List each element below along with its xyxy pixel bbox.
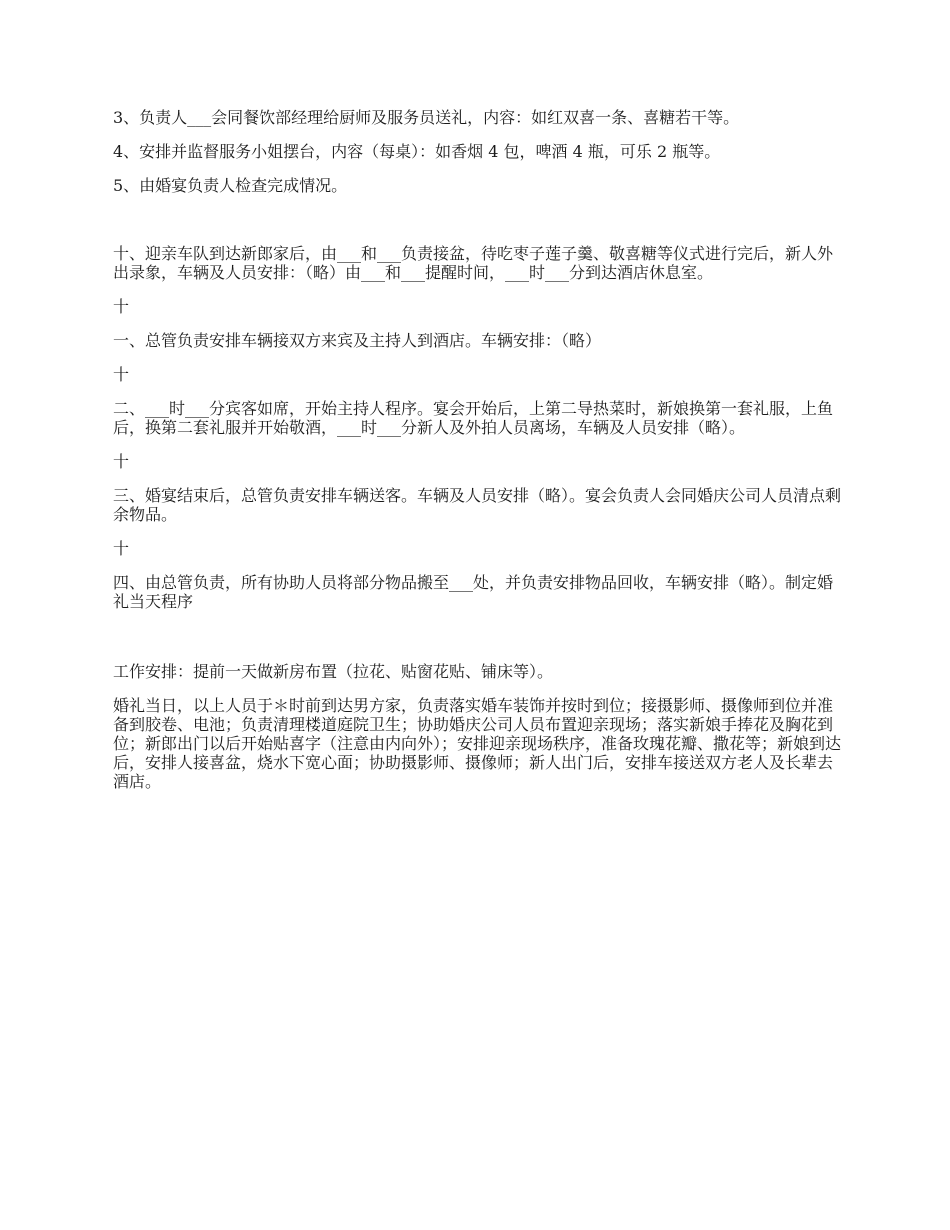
work-arrangement-paragraph: 工作安排：提前一天做新房布置（拉花、贴窗花贴、铺床等）。 — [113, 662, 554, 681]
list-item-4: 4、安排并监督服务小姐摆台，内容（每桌）：如香烟 4 包，啤酒 4 瓶，可乐 2 瓶等。 — [113, 142, 721, 161]
section-mark: 十 — [113, 452, 130, 471]
section-thirteen-paragraph: 三、婚宴结束后，总管负责安排车辆送客。车辆及人员安排（略）。宴会负责人会同婚庆公司人员清点剩余物品。 — [113, 486, 842, 524]
section-mark: 十 — [113, 365, 130, 384]
section-mark: 十 — [113, 297, 130, 316]
spacer — [113, 626, 843, 662]
document-page — [113, 108, 843, 806]
spacer — [113, 210, 843, 244]
section-twelve-paragraph: 二、___时___分宾客如席，开始主持人程序。宴会开始后，上第二导热菜时，新娘换第一套礼服，上鱼后，换第二套礼服并开始敬酒，___时___分新人及外拍人员离场，车辆及人员安排（略）。 — [113, 399, 834, 437]
section-fourteen-paragraph: 四、由总管负责，所有协助人员将部分物品搬至___处，并负责安排物品回收，车辆安排（略）。制定婚礼当天程序 — [113, 573, 834, 611]
list-item-3: 3、负责人___会同餐饮部经理给厨师及服务员送礼，内容：如红双喜一条、喜糖若干等。 — [113, 108, 740, 127]
section-eleven-paragraph: 一、总管负责安排车辆接双方来宾及主持人到酒店。车辆安排：（略） — [113, 331, 602, 350]
section-ten-paragraph: 十、迎亲车队到达新郎家后，由___和___负责接盆，待吃枣子莲子羹、敬喜糖等仪式进行完后，新人外出录象，车辆及人员安排：（略）由___和___提醒时间，___时___分到达酒店休息室。 — [113, 244, 834, 282]
section-mark: 十 — [113, 539, 130, 558]
wedding-day-paragraph: 婚礼当日，以上人员于＊时前到达男方家，负责落实婚车装饰并按时到位；接摄影师、摄像师到位并准备到胶卷、电池；负责清理楼道庭院卫生；协助婚庆公司人员布置迎亲现场；落实新娘手捧花及胸花到位；新郎出门以后开始贴喜字（注意由内向外）；安排迎亲现场秩序，准备玫瑰花瓣、撒花等；新娘到达后，安排人接喜盆，烧水下宽心面；协助摄影师、摄像师；新人出门后，安排车接送双方老人及长辈去酒店。 — [113, 696, 842, 791]
list-item-5: 5、由婚宴负责人检查完成情况。 — [113, 176, 348, 195]
